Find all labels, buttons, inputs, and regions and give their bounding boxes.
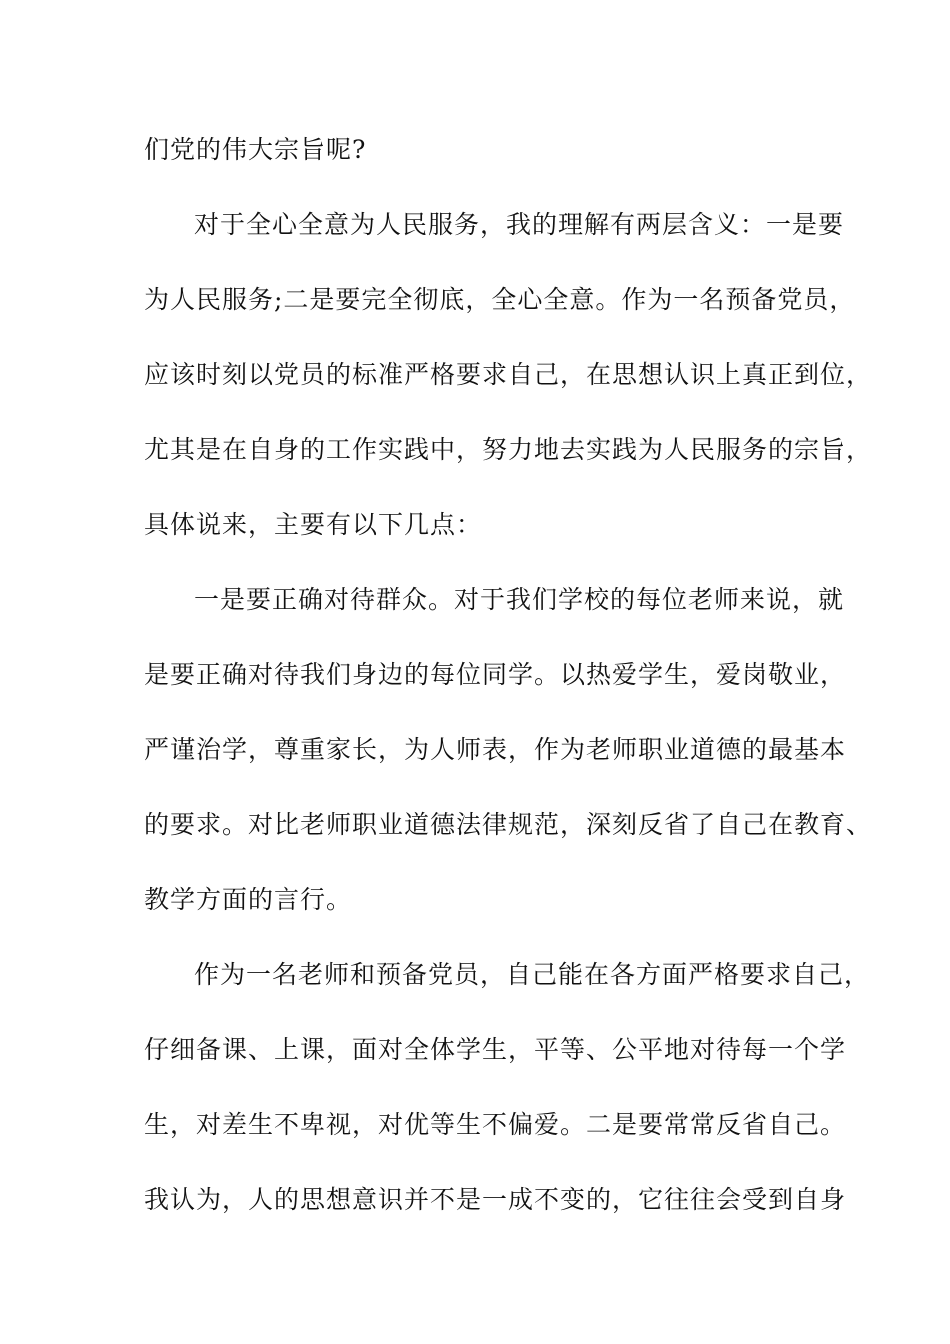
paragraph-start-line: 一是要正确对待群众。对于我们学校的每位老师来说，就: [194, 585, 845, 614]
paragraph-start-line: 对于全心全意为人民服务，我的理解有两层含义：一是要: [194, 210, 845, 239]
text-line: 生，对差生不卑视，对优等生不偏爱。二是要常常反省自己。: [144, 1110, 847, 1139]
text-line: 是要正确对待我们身边的每位同学。以热爱学生，爱岗敬业，: [144, 660, 847, 689]
paragraph-start-line: 作为一名老师和预备党员，自己能在各方面严格要求自己，: [194, 960, 871, 989]
text-line: 尤其是在自身的工作实践中，努力地去实践为人民服务的宗旨，: [144, 435, 873, 464]
text-line: 们党的伟大宗旨呢?: [144, 135, 367, 164]
text-line: 仔细备课、上课，面对全体学生，平等、公平地对待每一个学: [144, 1035, 847, 1064]
text-line: 严谨治学，尊重家长，为人师表，作为老师职业道德的最基本: [144, 735, 847, 764]
text-line: 的要求。对比老师职业道德法律规范，深刻反省了自己在教育、: [144, 810, 873, 839]
text-line: 应该时刻以党员的标准严格要求自己，在思想认识上真正到位，: [144, 360, 873, 389]
text-line: 我认为，人的思想意识并不是一成不变的，它往往会受到自身: [144, 1185, 847, 1214]
text-line: 教学方面的言行。: [144, 885, 353, 914]
text-line: 具体说来，主要有以下几点：: [144, 510, 483, 539]
text-line: 为人民服务;二是要完全彻底，全心全意。作为一名预备党员，: [144, 285, 856, 314]
